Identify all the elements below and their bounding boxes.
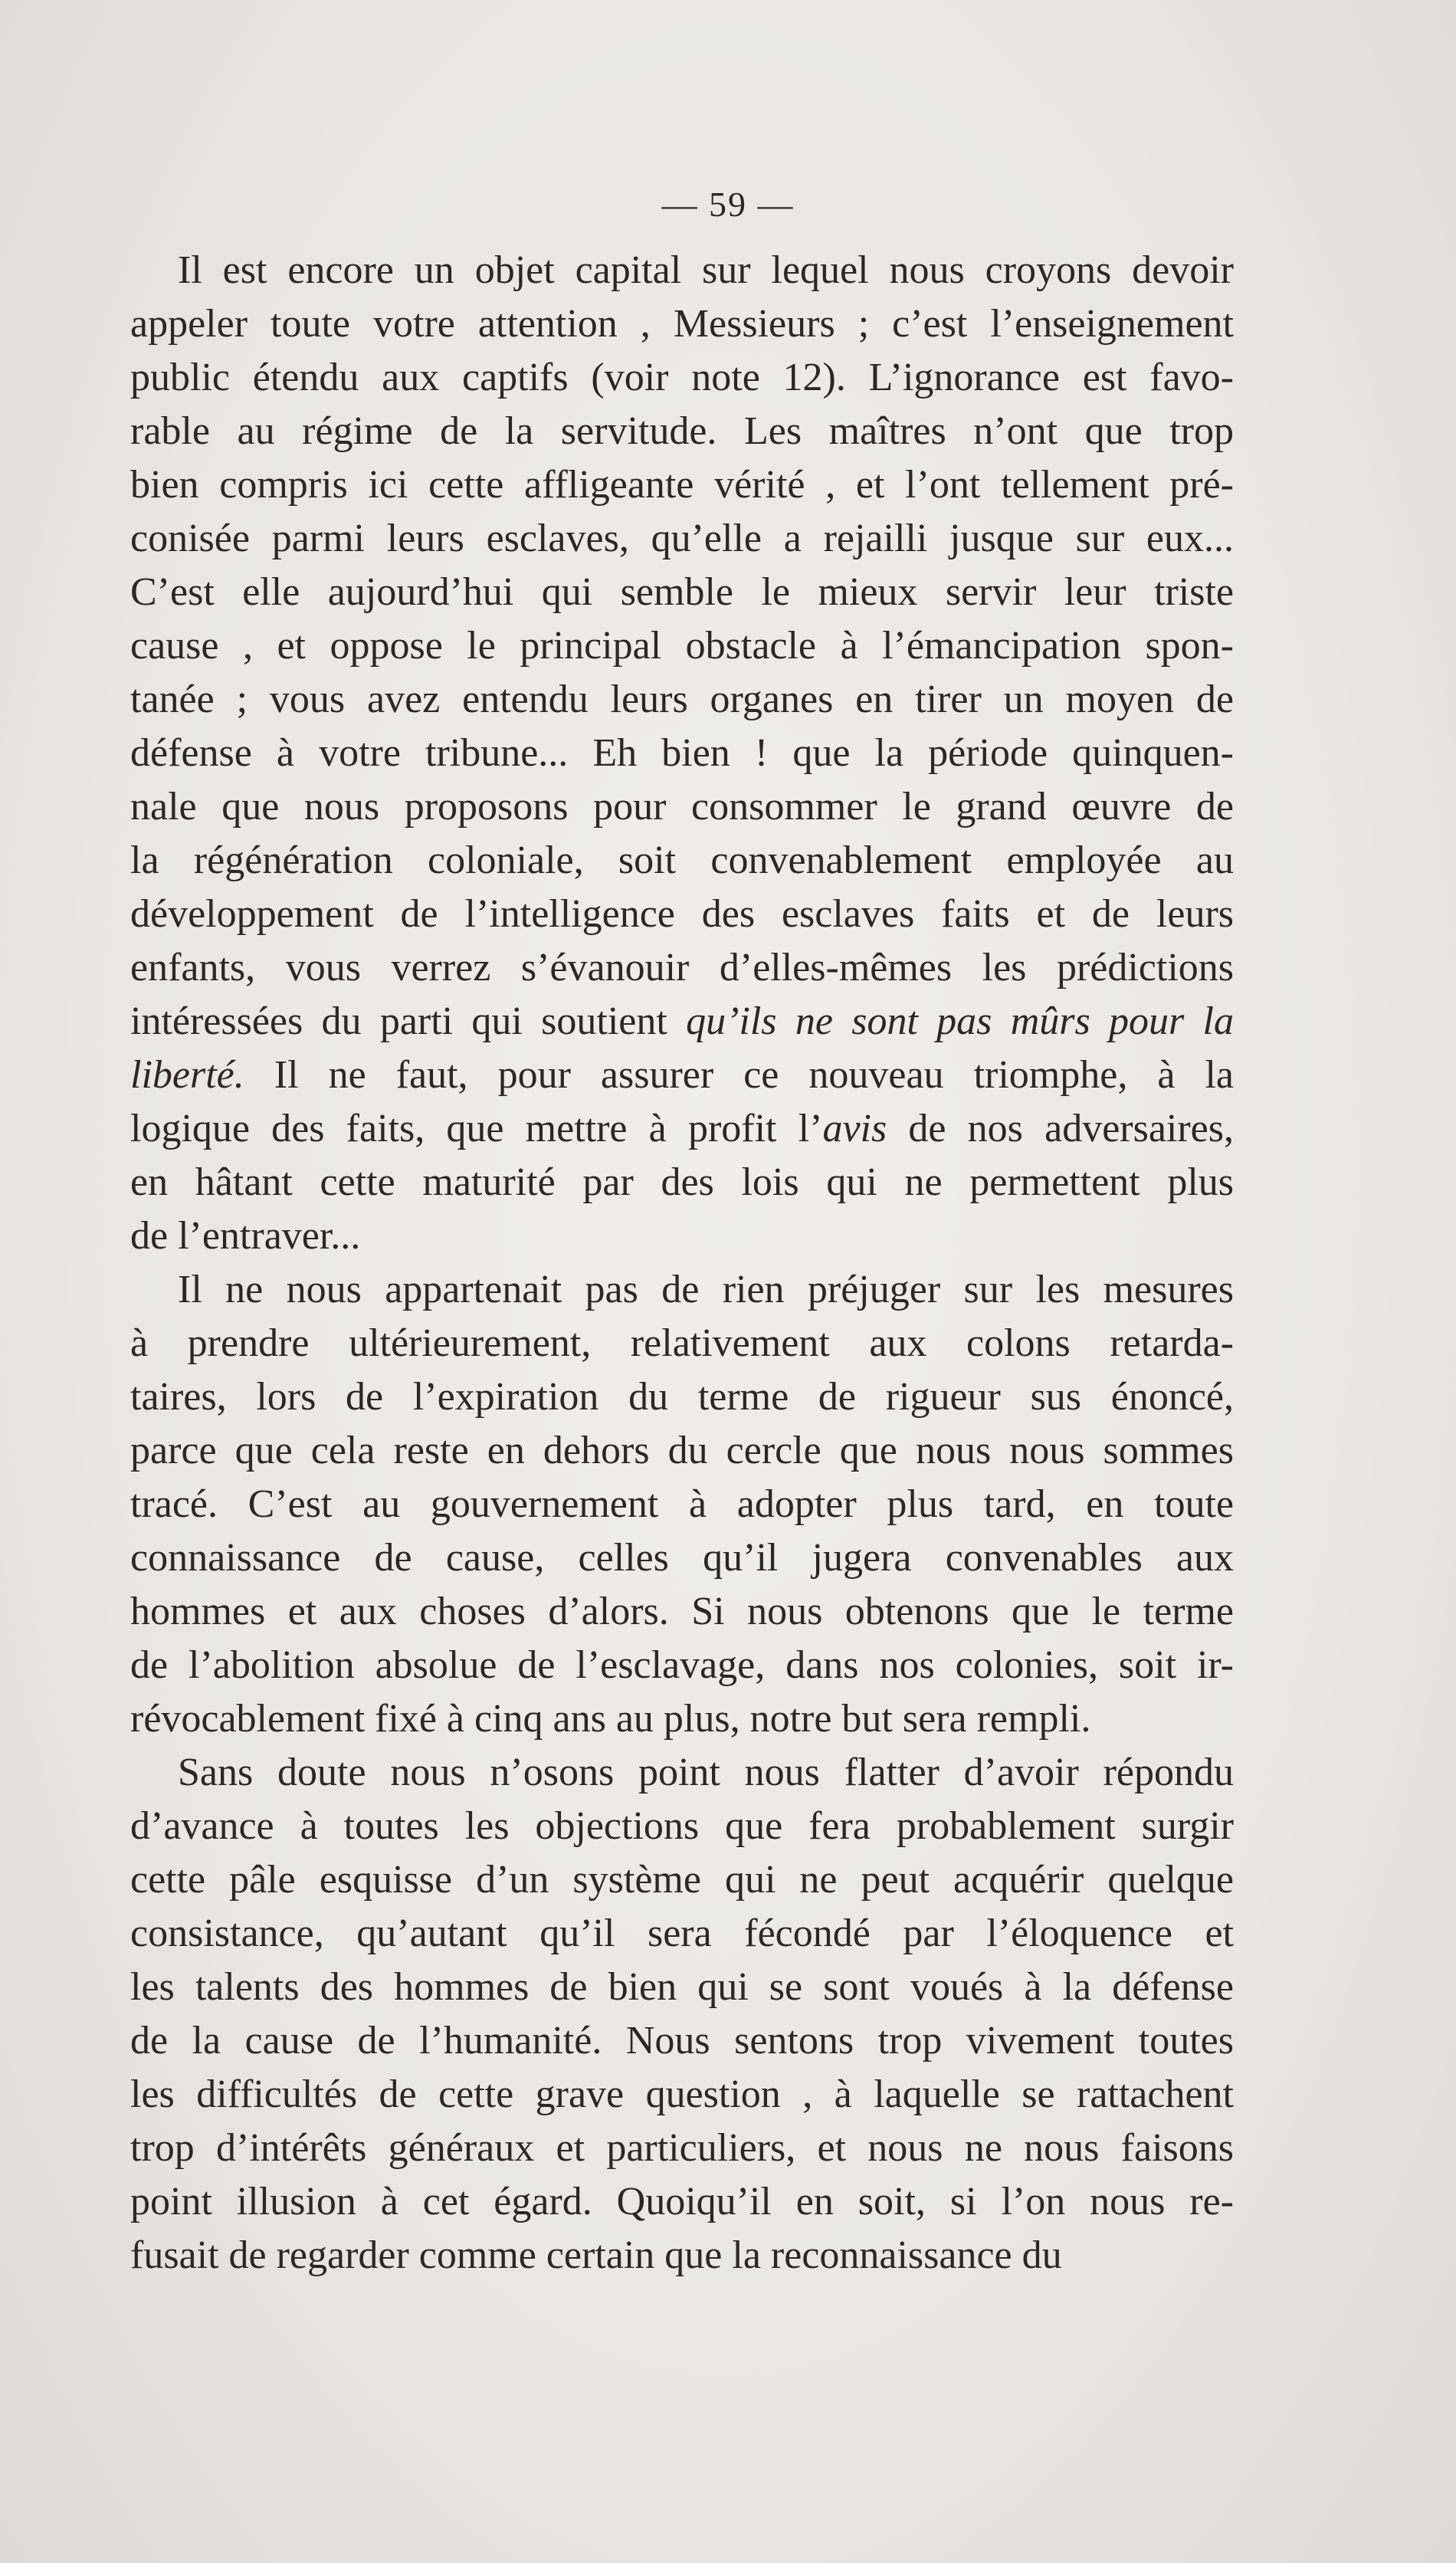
text-line bbox=[130, 1800, 1234, 1853]
text-line bbox=[130, 2068, 1234, 2122]
text-run: rable au régime de la servitude. Les maîtres n’ont que trop bbox=[130, 409, 1234, 453]
text-line bbox=[130, 1317, 1234, 1370]
text-line bbox=[130, 1639, 1234, 1692]
text-line bbox=[130, 2122, 1234, 2175]
text-run: consistance, qu’autant qu’il sera fécondé par l’éloquence et bbox=[130, 1912, 1234, 1955]
text-line bbox=[130, 566, 1234, 619]
text-line bbox=[130, 727, 1234, 780]
text-run: les talents des hommes de bien qui se sont voués à la défense bbox=[130, 1965, 1234, 2009]
text-run: révocablement fixé à cinq ans au plus, notre but sera rempli. bbox=[130, 1697, 1091, 1741]
text-run: C’est elle aujourd’hui qui semble le mieux servir leur triste bbox=[130, 570, 1234, 614]
text-line bbox=[130, 1156, 1234, 1209]
text-line bbox=[130, 1370, 1234, 1424]
text-line bbox=[130, 1531, 1234, 1585]
text-line bbox=[130, 512, 1234, 566]
text-line bbox=[130, 1961, 1234, 2014]
text-run: Il est encore un objet capital sur lequel nous croyons devoir bbox=[178, 248, 1234, 292]
text-run: trop d’intérêts généraux et particuliers, et nous ne nous faisons bbox=[130, 2126, 1234, 2170]
text-line bbox=[130, 1048, 1234, 1102]
text-run: logique des faits, que mettre à profit l’ bbox=[130, 1107, 823, 1150]
text-line bbox=[130, 2229, 1234, 2282]
text-line bbox=[130, 297, 1234, 351]
text-line bbox=[130, 351, 1234, 405]
text-line bbox=[130, 673, 1234, 727]
text-run: d’avance à toutes les objections que fera probablement surgir bbox=[130, 1804, 1234, 1848]
text-run: enfants, vous verrez s’évanouir d’elles-mêmes les prédictions bbox=[130, 946, 1234, 989]
text-line bbox=[130, 1209, 1234, 1263]
text-line bbox=[130, 888, 1234, 941]
page-number: — 59 — bbox=[661, 185, 795, 224]
text-run: conisée parmi leurs esclaves, qu’elle a rejailli jusque sur eux... bbox=[130, 517, 1234, 560]
italic-text: liberté. bbox=[130, 1053, 244, 1097]
body-text bbox=[130, 244, 1234, 2282]
text-line bbox=[130, 834, 1234, 888]
paragraph bbox=[130, 1746, 1234, 2282]
text-line bbox=[130, 1424, 1234, 1478]
text-run: cause , et oppose le principal obstacle à l’émancipation spon- bbox=[130, 624, 1234, 668]
text-run: point illusion à cet égard. Quoiqu’il en soit, si l’on nous re- bbox=[130, 2180, 1234, 2223]
text-run: cette pâle esquisse d’un système qui ne peut acquérir quelque bbox=[130, 1858, 1234, 1902]
paragraph bbox=[130, 1263, 1234, 1746]
text-line bbox=[130, 1907, 1234, 1961]
text-run: hommes et aux choses d’alors. Si nous obtenons que le terme bbox=[130, 1590, 1234, 1633]
text-run: la régénération coloniale, soit convenablement employée au bbox=[130, 838, 1234, 882]
text-run: fusait de regarder comme certain que la reconnaissance du bbox=[130, 2233, 1062, 2277]
text-line bbox=[130, 244, 1234, 297]
text-run: de la cause de l’humanité. Nous sentons trop vivement toutes bbox=[130, 2019, 1234, 2063]
text-run: connaissance de cause, celles qu’il jugera convenables aux bbox=[130, 1536, 1234, 1580]
text-line bbox=[130, 619, 1234, 673]
text-run: les difficultés de cette grave question , à laquelle se rattachent bbox=[130, 2072, 1234, 2116]
text-run: parce que cela reste en dehors du cercle que nous nous sommes bbox=[130, 1429, 1234, 1472]
text-run: tanée ; vous avez entendu leurs organes en tirer un moyen de bbox=[130, 678, 1234, 721]
text-run: appeler toute votre attention , Messieurs ; c’est l’enseignement bbox=[130, 302, 1234, 346]
text-line bbox=[130, 458, 1234, 512]
text-line bbox=[130, 995, 1234, 1048]
text-run: développement de l’intelligence des esclaves faits et de leurs bbox=[130, 892, 1234, 936]
text-line bbox=[130, 405, 1234, 458]
text-run: intéressées du parti qui soutient bbox=[130, 999, 687, 1043]
text-run: Il ne faut, pour assurer ce nouveau triomphe, à la bbox=[244, 1053, 1234, 1097]
text-run: de nos adversaires, bbox=[887, 1107, 1234, 1150]
text-run: Il ne nous appartenait pas de rien préjuger sur les mesures bbox=[178, 1268, 1234, 1311]
text-line bbox=[130, 2014, 1234, 2068]
text-run: de l’abolition absolue de l’esclavage, dans nos colonies, soit ir- bbox=[130, 1643, 1234, 1687]
text-run: taires, lors de l’expiration du terme de rigueur sus énoncé, bbox=[130, 1375, 1234, 1419]
text-line bbox=[130, 1478, 1234, 1531]
paragraph bbox=[130, 244, 1234, 1263]
text-run: en hâtant cette maturité par des lois qui ne permettent plus bbox=[130, 1160, 1234, 1204]
text-run: bien compris ici cette affligeante vérité , et l’ont tellement pré- bbox=[130, 463, 1234, 507]
text-run: de l’entraver... bbox=[130, 1214, 361, 1258]
text-line bbox=[130, 1263, 1234, 1317]
text-line bbox=[130, 941, 1234, 995]
text-line bbox=[130, 1692, 1234, 1746]
text-line bbox=[130, 1853, 1234, 1907]
text-run: nale que nous proposons pour consommer le grand œuvre de bbox=[130, 785, 1234, 829]
text-run: à prendre ultérieurement, relativement aux colons retarda- bbox=[130, 1321, 1234, 1365]
text-line bbox=[130, 1746, 1234, 1800]
text-run: Sans doute nous n’osons point nous flatter d’avoir répondu bbox=[178, 1751, 1234, 1794]
text-line bbox=[130, 2175, 1234, 2229]
italic-text: qu’ils ne sont pas mûrs pour la bbox=[686, 999, 1234, 1043]
text-line bbox=[130, 1585, 1234, 1639]
text-run: public étendu aux captifs (voir note 12). L’ignorance est favo- bbox=[130, 356, 1234, 399]
text-run: tracé. C’est au gouvernement à adopter plus tard, en toute bbox=[130, 1482, 1234, 1526]
text-run: défense à votre tribune... Eh bien ! que la période quinquen- bbox=[130, 731, 1234, 775]
text-line bbox=[130, 1102, 1234, 1156]
text-line bbox=[130, 780, 1234, 834]
italic-text: avis bbox=[822, 1107, 887, 1150]
